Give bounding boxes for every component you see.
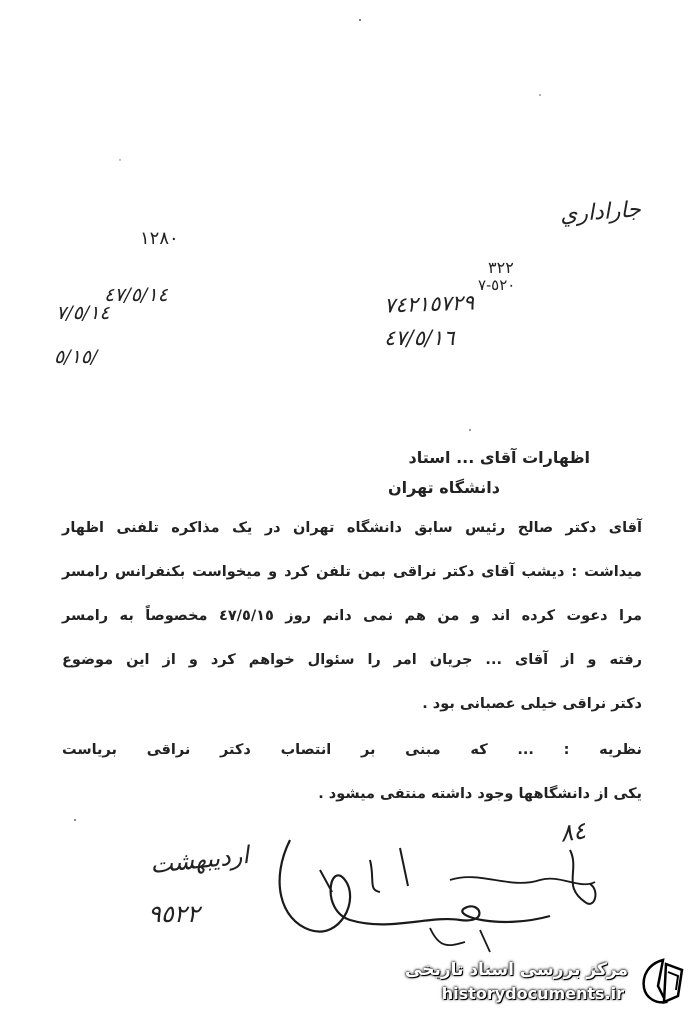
- history-documents-logo-icon: [638, 956, 688, 1008]
- signature-initials-right: ٨٤: [558, 816, 588, 848]
- watermark-url: historydocuments.ir: [441, 984, 624, 1003]
- handwritten-note: جاراداري: [559, 197, 642, 228]
- watermark-org-name: مرکز بررسی اسناد تاریخی: [405, 960, 628, 980]
- body-line-7: یکی از دانشگاهها وجود داشته منتفی میشود .: [318, 786, 642, 802]
- body-line-1: آقای دکتر صالح رئیس سابق دانشگاه تهران در یک مذاکره تلفنی اظهار: [62, 520, 642, 536]
- body-line-6: نظریه : ... که مبنی بر انتصاب دکتر نراقی بریاست: [62, 742, 642, 758]
- document-number: ١٢٨٠: [140, 228, 179, 249]
- date-stamp-left-3: ٥/١٥/: [54, 346, 98, 368]
- body-line-2: میداشت : دیشب آقای دکتر نراقی بمن تلفن کرد و میخواست بکنفرانس رامسر: [62, 564, 642, 580]
- date-stamp-left-1: ٤٧/٥/١٤: [104, 284, 168, 306]
- signature-number-left: ٩٥٢٢: [148, 900, 200, 928]
- handwritten-signature-scribble: [250, 820, 610, 960]
- reference-small-2: ٥٢٠-٧: [478, 276, 516, 294]
- date-stamp-right: ٤٧/٥/١٦: [384, 326, 455, 350]
- body-line-4: رفته و از آقای ... جریان امر را سئوال خواهم کرد و از این موضوع: [62, 652, 642, 668]
- document-title: اظهارات آقای ... استاد: [408, 448, 590, 467]
- document-subtitle: دانشگاه تهران: [388, 478, 500, 497]
- date-stamp-left-2: ٧/٥/١٤: [56, 302, 110, 324]
- body-line-3: مرا دعوت کرده اند و من هم نمی دانم روز ٤٧/٥/١٥ مخصوصاً به رامسر: [62, 608, 642, 624]
- signature-name-left: اردیبهشت: [148, 840, 251, 880]
- body-line-5: دکتر نراقی خیلی عصبانی بود .: [422, 696, 642, 712]
- reference-small-1: ٣٢٢: [488, 258, 514, 277]
- reference-number: ٧٤٢١٥٧٢٩: [383, 290, 475, 318]
